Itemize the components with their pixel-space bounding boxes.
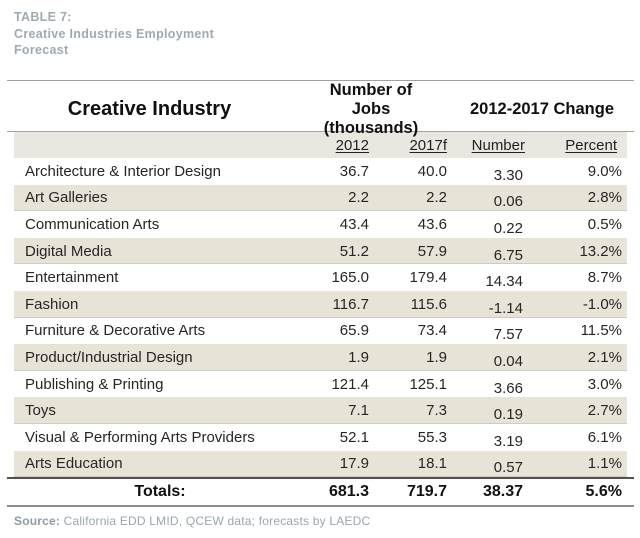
jobs-2012-cell: 1.9 [348, 348, 369, 366]
col-header-percent: Percent [565, 136, 617, 154]
source-label: Source: [14, 514, 61, 528]
change-number-cell: 7.57 [493, 326, 523, 344]
jobs-2012-cell: 165.0 [331, 269, 369, 287]
change-number-cell: 3.66 [493, 379, 523, 397]
change-number-cell: 0.04 [493, 352, 523, 370]
change-number-cell: 0.06 [493, 193, 523, 211]
source-text: California EDD LMID, QCEW data; forecasts by LAEDC [60, 514, 371, 528]
jobs-2012-cell: 36.7 [339, 162, 369, 180]
jobs-2012-cell: 43.4 [339, 215, 369, 233]
totals-label: Totals: [134, 483, 186, 501]
change-percent-cell: 3.0% [587, 375, 622, 393]
totals-2017f-cell: 719.7 [406, 483, 447, 501]
table-row [14, 185, 627, 212]
table-row [14, 424, 627, 451]
jobs-2017f-cell: 40.0 [417, 162, 447, 180]
industry-cell: Fashion [25, 295, 79, 313]
jobs-2017f-cell: 2.2 [426, 189, 447, 207]
jobs-2012-cell: 116.7 [332, 295, 369, 313]
table-subheader-row [14, 132, 627, 158]
table-row [14, 238, 627, 265]
table-caption-line-2: Creative Industries Employment [14, 26, 215, 41]
change-percent-cell: -1.0% [582, 295, 622, 313]
jobs-2017f-cell: 55.3 [417, 428, 447, 446]
industry-cell: Art Galleries [25, 189, 108, 207]
jobs-2012-cell: 7.1 [348, 402, 369, 420]
jobs-2017f-cell: 18.1 [417, 455, 447, 473]
jobs-2017f-cell: 57.9 [417, 242, 447, 260]
jobs-2017f-cell: 115.6 [410, 295, 447, 313]
industry-cell: Product/Industrial Design [25, 348, 193, 366]
table-row [14, 344, 627, 371]
industry-cell: Furniture & Decorative Arts [25, 322, 206, 340]
change-percent-cell: 2.8% [587, 189, 622, 207]
table-row [14, 264, 627, 291]
jobs-2017f-cell: 43.6 [417, 215, 447, 233]
col-group-header-jobs: Number of Jobs (thousands) [323, 81, 419, 137]
col-header-2012: 2012 [335, 136, 369, 154]
jobs-2012-cell: 2.2 [348, 189, 369, 207]
table-row [14, 318, 627, 345]
jobs-2012-cell: 52.1 [339, 428, 369, 446]
change-percent-cell: 13.2% [579, 242, 622, 260]
table-caption-line-1: TABLE 7: [14, 10, 72, 24]
industry-cell: Communication Arts [25, 215, 160, 233]
jobs-2012-cell: 65.9 [339, 322, 369, 340]
col-group-header-industry: Creative Industry [67, 98, 232, 120]
change-percent-cell: 8.7% [587, 269, 622, 287]
jobs-2017f-cell: 1.9 [426, 348, 447, 366]
table-row [14, 451, 627, 478]
industry-cell: Architecture & Interior Design [25, 162, 221, 180]
industry-cell: Arts Education [25, 455, 123, 473]
change-number-cell: 0.19 [493, 406, 523, 424]
jobs-2017f-cell: 7.3 [426, 402, 447, 420]
change-number-cell: 0.57 [493, 459, 523, 477]
industry-cell: Toys [25, 402, 56, 420]
industry-cell: Visual & Performing Arts Providers [25, 428, 255, 446]
change-number-cell: -1.14 [488, 299, 523, 317]
totals-row [7, 477, 634, 507]
employment-forecast-table [7, 80, 634, 507]
source-note [14, 514, 370, 528]
change-percent-cell: 0.5% [587, 215, 622, 233]
industry-cell: Digital Media [25, 242, 112, 260]
jobs-2012-cell: 121.4 [331, 375, 369, 393]
totals-percent-cell: 5.6% [585, 483, 622, 501]
table-group-header-row [7, 81, 634, 137]
col-header-number: Number [471, 136, 525, 154]
industry-cell: Entertainment [25, 269, 119, 287]
change-percent-cell: 1.1% [587, 455, 622, 473]
col-group-header-change: 2012-2017 Change [470, 100, 614, 118]
change-number-cell: 3.30 [493, 166, 523, 184]
jobs-2012-cell: 51.2 [339, 242, 369, 260]
table-row [14, 397, 627, 424]
jobs-2017f-cell: 125.1 [409, 375, 447, 393]
change-number-cell: 0.22 [493, 219, 523, 237]
change-percent-cell: 9.0% [587, 162, 622, 180]
change-percent-cell: 2.1% [587, 348, 622, 366]
table-row [14, 211, 627, 238]
jobs-2017f-cell: 73.4 [417, 322, 447, 340]
change-number-cell: 3.19 [493, 432, 523, 450]
jobs-2017f-cell: 179.4 [409, 269, 447, 287]
totals-number-cell: 38.37 [482, 483, 523, 501]
table-row [14, 158, 627, 185]
table-caption-line-3: Forecast [14, 43, 69, 57]
change-percent-cell: 6.1% [587, 428, 622, 446]
change-percent-cell: 11.5% [580, 322, 622, 340]
jobs-2012-cell: 17.9 [339, 455, 369, 473]
change-number-cell: 14.34 [485, 273, 523, 291]
table-row [14, 291, 627, 318]
change-percent-cell: 2.7% [587, 402, 622, 420]
change-number-cell: 6.75 [493, 246, 523, 264]
table-caption [14, 9, 214, 59]
table-row [14, 371, 627, 398]
totals-2012-cell: 681.3 [328, 483, 369, 501]
table-body [14, 158, 627, 477]
col-header-2017f: 2017f [409, 136, 447, 154]
industry-cell: Publishing & Printing [25, 375, 164, 393]
